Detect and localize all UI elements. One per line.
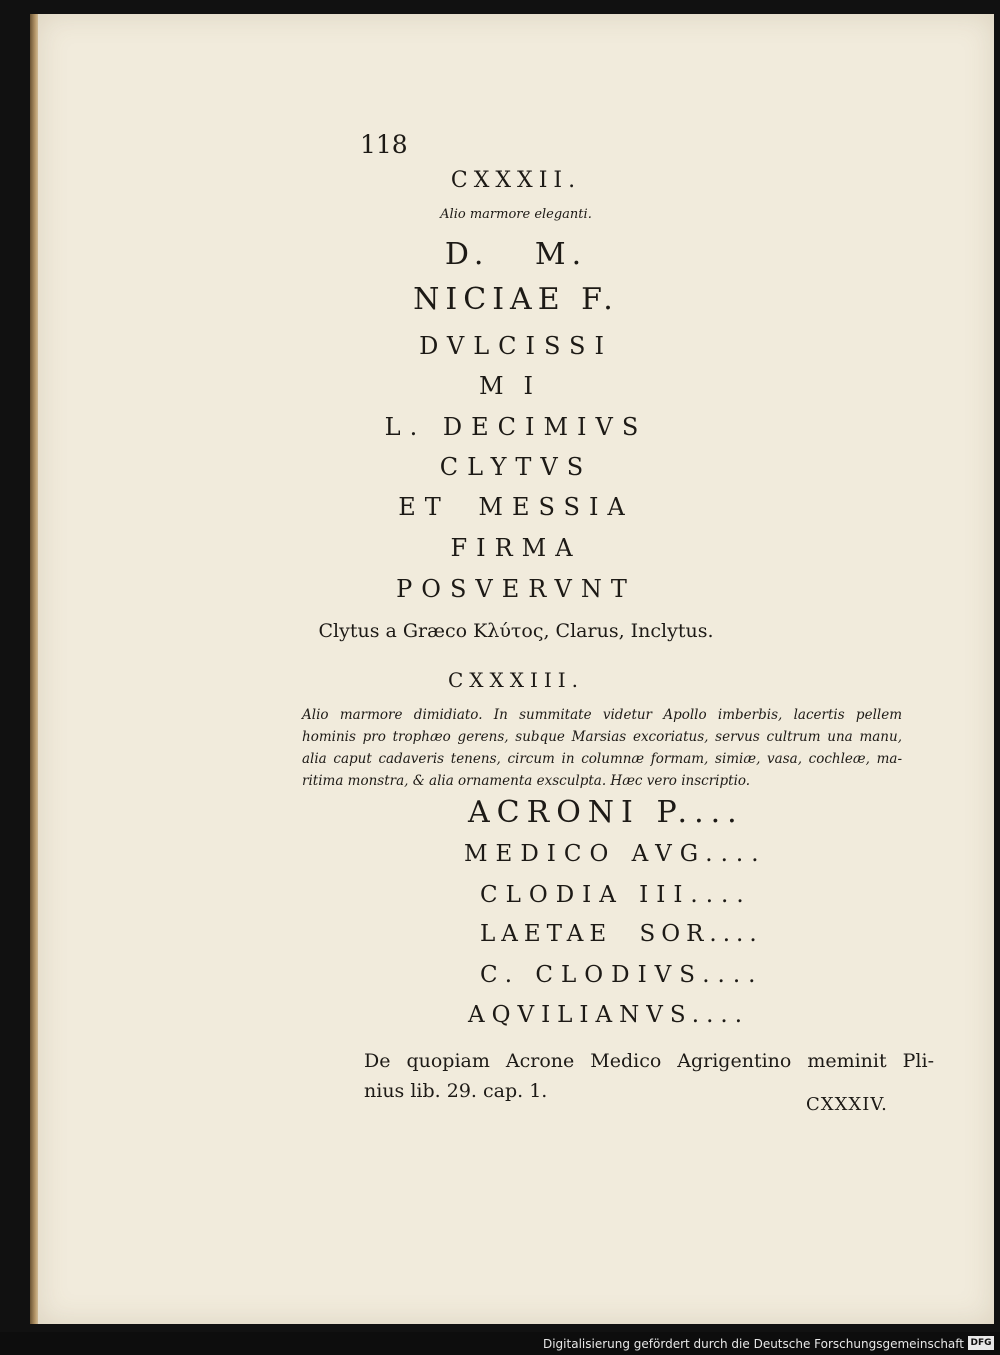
inscription-line: CLYTVS (439, 453, 593, 481)
page-number: 118 (360, 130, 408, 159)
inscription-line: D. M. (444, 237, 588, 272)
inscription-132-heading: CXXXII. (450, 168, 582, 193)
book-page (38, 14, 994, 1324)
banner-text: Digitalisierung gefördert durch die Deutsche Forschungsgemeinschaft (542, 1337, 964, 1351)
inscription-line: ACRONI P.... (468, 795, 744, 830)
inscription-132-note: Alio marmore eleganti. (440, 207, 592, 222)
inscription-line: L. DECIMIVS (384, 413, 648, 441)
inscription-line: DVLCISSI (419, 332, 613, 360)
inscription-line: NICIAE F. (413, 282, 619, 317)
description-line: ritima monstra, & alia ornamenta exsculpta. Hæc vero inscriptio. (302, 773, 751, 789)
digitization-banner (0, 1332, 1000, 1355)
inscription-132-commentary: Clytus a Græco Κλύτος, Clarus, Inclytus. (318, 620, 714, 642)
inscription-line: MEDICO AVG.... (464, 841, 767, 867)
inscription-line: CLODIA III.... (480, 882, 752, 908)
dfg-logo: DFG (968, 1336, 994, 1350)
inscription-133-description (302, 704, 902, 792)
inscription-line: MI (478, 372, 554, 400)
inscription-133-heading: CXXXIII. (447, 668, 585, 692)
inscription-line: POSVERVNT (396, 575, 636, 603)
footer-line: De quopiam Acrone Medico Agrigentino meminit Pli- (364, 1050, 934, 1072)
inscription-line: C. CLODIVS.... (480, 962, 764, 988)
footer-line: nius lib. 29. cap. 1. (364, 1080, 548, 1102)
inscription-line: FIRMA (450, 534, 582, 562)
inscription-line: ET MESSIA (398, 493, 634, 521)
description-line: Alio marmore dimidiato. In summitate videtur Apollo imberbis, lacertis pellem (302, 707, 902, 723)
catchword: CXXXIV. (806, 1094, 888, 1115)
inscription-line: LAETAE SOR.... (480, 921, 763, 947)
inscription-line: AQVILIANVS.... (468, 1002, 750, 1028)
description-line: hominis pro trophæo gerens, subque Marsias excoriatus, servus cultrum una manu, (302, 729, 902, 745)
description-line: alia caput cadaveris tenens, circum in columnæ formam, simiæ, vasa, cochleæ, ma- (302, 751, 902, 767)
